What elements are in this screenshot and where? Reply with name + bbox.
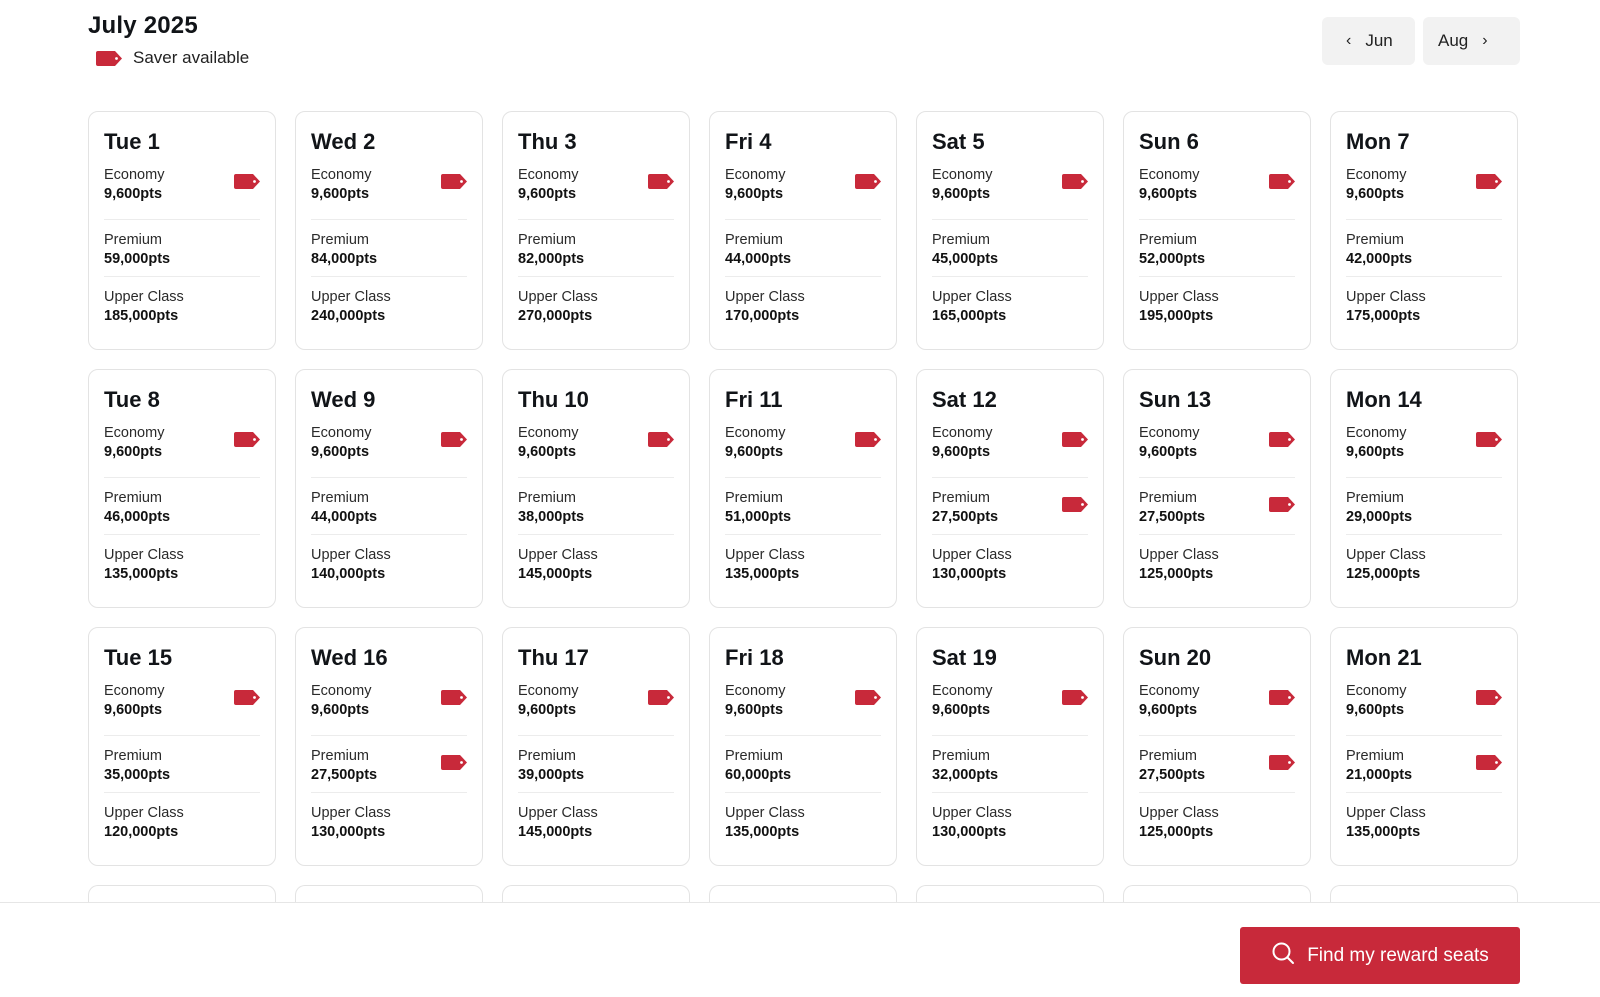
- fare-row: [1139, 277, 1295, 334]
- fare-points: 21,000pts: [1346, 767, 1413, 783]
- day-card[interactable]: [502, 369, 690, 608]
- fare-row: [104, 163, 260, 220]
- day-date: Tue 15: [104, 645, 173, 670]
- fare-class: Upper Class: [1139, 547, 1219, 563]
- day-date: Fri 11: [725, 387, 783, 412]
- day-card[interactable]: [1123, 111, 1311, 350]
- fare-points: 135,000pts: [725, 824, 800, 840]
- fare-row: [311, 736, 467, 793]
- fare-row: [725, 478, 881, 535]
- fare-class: Economy: [1139, 425, 1200, 441]
- fare-class: Premium: [725, 490, 784, 506]
- day-card[interactable]: [709, 111, 897, 350]
- fare-row: [932, 277, 1088, 334]
- fare-points: 9,600pts: [725, 186, 784, 202]
- fare-row: [311, 277, 467, 334]
- fare-class: Premium: [1139, 232, 1198, 248]
- fare-points: 9,600pts: [1346, 702, 1405, 718]
- fare-class: Upper Class: [1346, 289, 1426, 305]
- fare-points: 51,000pts: [725, 509, 792, 525]
- fare-points: 135,000pts: [1346, 824, 1421, 840]
- fare-points: 9,600pts: [518, 702, 577, 718]
- fare-row: [932, 793, 1088, 850]
- day-date: Sat 12: [932, 387, 997, 412]
- day-card[interactable]: [88, 111, 276, 350]
- saver-tag-icon: [648, 174, 674, 189]
- fare-points: 9,600pts: [104, 186, 163, 202]
- fare-class: Premium: [518, 748, 577, 764]
- fare-points: 270,000pts: [518, 308, 593, 324]
- fare-points: 9,600pts: [932, 702, 991, 718]
- fare-row: [104, 478, 260, 535]
- saver-tag-icon: [1269, 432, 1295, 447]
- day-date: Fri 4: [725, 129, 772, 154]
- fare-class: Economy: [104, 167, 165, 183]
- fare-row: [104, 421, 260, 478]
- saver-tag-icon: [1476, 755, 1502, 770]
- fare-row: [932, 478, 1088, 535]
- day-card[interactable]: [295, 111, 483, 350]
- saver-tag-icon: [1269, 497, 1295, 512]
- day-card[interactable]: [1330, 627, 1518, 866]
- fare-points: 145,000pts: [518, 824, 593, 840]
- fare-class: Upper Class: [1139, 805, 1219, 821]
- fare-row: [518, 793, 674, 850]
- month-nav: [1322, 17, 1520, 65]
- fare-points: 52,000pts: [1139, 251, 1206, 267]
- fare-class: Economy: [1139, 683, 1200, 699]
- fare-row: [1139, 478, 1295, 535]
- day-card[interactable]: [1123, 369, 1311, 608]
- fare-row: [518, 421, 674, 478]
- fare-class: Upper Class: [1346, 805, 1426, 821]
- fare-points: 9,600pts: [1346, 186, 1405, 202]
- fare-class: Upper Class: [725, 547, 805, 563]
- fare-row: [932, 535, 1088, 592]
- fare-points: 125,000pts: [1139, 824, 1214, 840]
- fare-class: Economy: [725, 683, 786, 699]
- day-date: Sat 19: [932, 645, 997, 670]
- saver-tag-icon: [1062, 432, 1088, 447]
- fare-points: 9,600pts: [311, 444, 370, 460]
- fare-class: Upper Class: [518, 289, 598, 305]
- saver-tag-icon: [855, 174, 881, 189]
- fare-class: Premium: [104, 748, 163, 764]
- fare-row: [1139, 679, 1295, 736]
- fare-points: 46,000pts: [104, 509, 171, 525]
- fare-points: 38,000pts: [518, 509, 585, 525]
- fare-points: 59,000pts: [104, 251, 171, 267]
- fare-points: 170,000pts: [725, 308, 800, 324]
- fare-points: 145,000pts: [518, 566, 593, 582]
- fare-row: [1346, 736, 1502, 793]
- fare-class: Premium: [104, 490, 163, 506]
- day-date: Mon 14: [1346, 387, 1422, 412]
- fare-points: 9,600pts: [311, 186, 370, 202]
- fare-row: [518, 679, 674, 736]
- fare-class: Premium: [932, 490, 991, 506]
- fare-row: [725, 736, 881, 793]
- day-date: Wed 9: [311, 387, 376, 412]
- saver-tag-icon: [441, 755, 467, 770]
- fare-class: Economy: [932, 167, 993, 183]
- fare-row: [1346, 478, 1502, 535]
- fare-class: Upper Class: [104, 289, 184, 305]
- fare-class: Economy: [1346, 167, 1407, 183]
- fare-points: 9,600pts: [104, 702, 163, 718]
- tag-icon: [96, 51, 122, 66]
- calendar-header: [88, 10, 1520, 80]
- find-reward-seats-label: Find my reward seats: [1307, 944, 1489, 966]
- fare-row: [1139, 793, 1295, 850]
- fare-row: [518, 736, 674, 793]
- day-grid: [88, 111, 1520, 866]
- fare-points: 82,000pts: [518, 251, 585, 267]
- fare-row: [1346, 535, 1502, 592]
- fare-row: [725, 421, 881, 478]
- day-card[interactable]: [295, 369, 483, 608]
- saver-tag-icon: [1062, 690, 1088, 705]
- saver-tag-icon: [1269, 690, 1295, 705]
- fare-class: Premium: [311, 232, 370, 248]
- fare-class: Upper Class: [725, 289, 805, 305]
- fare-class: Premium: [1346, 748, 1405, 764]
- fare-points: 9,600pts: [1139, 702, 1198, 718]
- saver-tag-icon: [234, 432, 260, 447]
- saver-tag-icon: [1476, 432, 1502, 447]
- day-card[interactable]: [88, 369, 276, 608]
- fare-row: [932, 679, 1088, 736]
- fare-class: Upper Class: [311, 805, 391, 821]
- fare-row: [311, 220, 467, 277]
- saver-tag-icon: [1269, 755, 1295, 770]
- fare-points: 165,000pts: [932, 308, 1007, 324]
- fare-class: Economy: [1346, 425, 1407, 441]
- fare-points: 9,600pts: [311, 702, 370, 718]
- fare-class: Premium: [311, 490, 370, 506]
- fare-class: Premium: [725, 232, 784, 248]
- fare-class: Economy: [518, 683, 579, 699]
- fare-class: Premium: [104, 232, 163, 248]
- day-date: Mon 21: [1346, 645, 1422, 670]
- fare-row: [311, 163, 467, 220]
- saver-tag-icon: [234, 690, 260, 705]
- fare-row: [932, 220, 1088, 277]
- saver-tag-icon: [1062, 497, 1088, 512]
- saver-tag-icon: [648, 690, 674, 705]
- fare-points: 27,500pts: [1139, 767, 1206, 783]
- fare-points: 35,000pts: [104, 767, 171, 783]
- fare-class: Upper Class: [104, 547, 184, 563]
- fare-class: Economy: [311, 683, 372, 699]
- fare-points: 125,000pts: [1346, 566, 1421, 582]
- saver-tag-icon: [234, 174, 260, 189]
- fare-row: [311, 478, 467, 535]
- fare-row: [725, 277, 881, 334]
- fare-class: Premium: [1346, 490, 1405, 506]
- fare-row: [311, 793, 467, 850]
- day-date: Sun 13: [1139, 387, 1212, 412]
- fare-row: [518, 535, 674, 592]
- day-card[interactable]: [502, 627, 690, 866]
- saver-tag-icon: [441, 174, 467, 189]
- legend-label: Saver available: [133, 48, 250, 67]
- fare-class: Economy: [311, 425, 372, 441]
- day-date: Sun 20: [1139, 645, 1212, 670]
- fare-class: Premium: [725, 748, 784, 764]
- fare-points: 9,600pts: [104, 444, 163, 460]
- prev-month-button[interactable]: [1322, 17, 1415, 65]
- day-card[interactable]: [1330, 369, 1518, 608]
- fare-row: [1346, 277, 1502, 334]
- fare-points: 130,000pts: [932, 566, 1007, 582]
- next-month-label: Aug: [1438, 31, 1469, 50]
- fare-points: 195,000pts: [1139, 308, 1214, 324]
- fare-points: 45,000pts: [932, 251, 999, 267]
- fare-points: 32,000pts: [932, 767, 999, 783]
- saver-tag-icon: [1476, 174, 1502, 189]
- day-date: Sat 5: [932, 129, 985, 154]
- day-date: Sun 6: [1139, 129, 1199, 154]
- day-card[interactable]: [1123, 627, 1311, 866]
- fare-row: [1346, 220, 1502, 277]
- fare-row: [932, 421, 1088, 478]
- chevron-right-icon: ›: [1482, 32, 1488, 49]
- fare-points: 27,500pts: [1139, 509, 1206, 525]
- fare-row: [104, 277, 260, 334]
- fare-row: [1139, 421, 1295, 478]
- fare-class: Upper Class: [518, 547, 598, 563]
- fare-row: [104, 220, 260, 277]
- fare-points: 9,600pts: [932, 186, 991, 202]
- day-card[interactable]: [88, 627, 276, 866]
- fare-class: Upper Class: [725, 805, 805, 821]
- fare-points: 120,000pts: [104, 824, 179, 840]
- fare-class: Upper Class: [518, 805, 598, 821]
- next-month-button[interactable]: [1423, 17, 1520, 65]
- chevron-left-icon: ‹: [1346, 32, 1352, 49]
- fare-class: Economy: [725, 425, 786, 441]
- day-card[interactable]: [709, 627, 897, 866]
- fare-points: 27,500pts: [932, 509, 999, 525]
- saver-legend: [96, 48, 249, 68]
- day-card[interactable]: [916, 111, 1104, 350]
- search-icon: [1271, 941, 1295, 971]
- fare-class: Economy: [932, 425, 993, 441]
- fare-row: [1346, 679, 1502, 736]
- day-date: Tue 1: [104, 129, 160, 154]
- fare-row: [518, 220, 674, 277]
- fare-points: 175,000pts: [1346, 308, 1421, 324]
- fare-row: [518, 163, 674, 220]
- fare-row: [1139, 220, 1295, 277]
- saver-tag-icon: [441, 432, 467, 447]
- fare-class: Economy: [518, 167, 579, 183]
- saver-tag-icon: [1476, 690, 1502, 705]
- fare-row: [932, 736, 1088, 793]
- fare-row: [104, 793, 260, 850]
- fare-class: Economy: [104, 425, 165, 441]
- fare-row: [1346, 421, 1502, 478]
- fare-row: [725, 679, 881, 736]
- fare-class: Premium: [518, 232, 577, 248]
- fare-row: [518, 277, 674, 334]
- fare-points: 27,500pts: [311, 767, 378, 783]
- fare-row: [104, 736, 260, 793]
- fare-row: [104, 535, 260, 592]
- saver-tag-icon: [648, 432, 674, 447]
- fare-points: 9,600pts: [932, 444, 991, 460]
- fare-class: Upper Class: [311, 289, 391, 305]
- fare-row: [311, 679, 467, 736]
- day-card[interactable]: [916, 369, 1104, 608]
- fare-class: Premium: [1139, 748, 1198, 764]
- fare-points: 240,000pts: [311, 308, 386, 324]
- day-date: Wed 16: [311, 645, 388, 670]
- fare-points: 84,000pts: [311, 251, 378, 267]
- fare-class: Upper Class: [932, 289, 1012, 305]
- fare-points: 44,000pts: [725, 251, 792, 267]
- fare-row: [932, 163, 1088, 220]
- fare-points: 130,000pts: [311, 824, 386, 840]
- fare-points: 60,000pts: [725, 767, 792, 783]
- fare-row: [311, 535, 467, 592]
- saver-tag-icon: [441, 690, 467, 705]
- fare-row: [1139, 736, 1295, 793]
- sticky-footer: [0, 902, 1600, 997]
- saver-tag-icon: [1269, 174, 1295, 189]
- day-card[interactable]: [502, 111, 690, 350]
- fare-class: Premium: [1346, 232, 1405, 248]
- day-date: Fri 18: [725, 645, 784, 670]
- fare-class: Economy: [104, 683, 165, 699]
- fare-points: 9,600pts: [1139, 186, 1198, 202]
- fare-row: [725, 793, 881, 850]
- fare-points: 185,000pts: [104, 308, 179, 324]
- day-date: Wed 2: [311, 129, 376, 154]
- fare-points: 9,600pts: [1346, 444, 1405, 460]
- day-date: Mon 7: [1346, 129, 1410, 154]
- fare-row: [1346, 163, 1502, 220]
- fare-class: Premium: [1139, 490, 1198, 506]
- fare-points: 9,600pts: [725, 702, 784, 718]
- fare-class: Upper Class: [311, 547, 391, 563]
- day-date: Tue 8: [104, 387, 160, 412]
- day-card[interactable]: [916, 627, 1104, 866]
- fare-points: 39,000pts: [518, 767, 585, 783]
- saver-tag-icon: [855, 432, 881, 447]
- day-card[interactable]: [709, 369, 897, 608]
- fare-class: Economy: [1139, 167, 1200, 183]
- fare-points: 135,000pts: [104, 566, 179, 582]
- fare-class: Premium: [932, 748, 991, 764]
- fare-row: [725, 220, 881, 277]
- fare-class: Economy: [518, 425, 579, 441]
- fare-class: Upper Class: [104, 805, 184, 821]
- fare-row: [725, 163, 881, 220]
- fare-class: Upper Class: [932, 805, 1012, 821]
- find-reward-seats-button[interactable]: [1240, 927, 1520, 984]
- fare-row: [1139, 163, 1295, 220]
- day-card[interactable]: [1330, 111, 1518, 350]
- fare-row: [104, 679, 260, 736]
- fare-points: 44,000pts: [311, 509, 378, 525]
- fare-points: 140,000pts: [311, 566, 386, 582]
- fare-class: Upper Class: [1346, 547, 1426, 563]
- fare-points: 135,000pts: [725, 566, 800, 582]
- fare-points: 9,600pts: [518, 444, 577, 460]
- fare-points: 9,600pts: [518, 186, 577, 202]
- fare-row: [1346, 793, 1502, 850]
- fare-class: Upper Class: [932, 547, 1012, 563]
- fare-row: [518, 478, 674, 535]
- fare-class: Premium: [518, 490, 577, 506]
- fare-class: Premium: [311, 748, 370, 764]
- fare-row: [311, 421, 467, 478]
- fare-points: 125,000pts: [1139, 566, 1214, 582]
- fare-row: [725, 535, 881, 592]
- saver-tag-icon: [1062, 174, 1088, 189]
- fare-class: Economy: [725, 167, 786, 183]
- fare-class: Economy: [932, 683, 993, 699]
- fare-points: 42,000pts: [1346, 251, 1413, 267]
- fare-class: Upper Class: [1139, 289, 1219, 305]
- fare-points: 130,000pts: [932, 824, 1007, 840]
- fare-class: Premium: [932, 232, 991, 248]
- day-card[interactable]: [295, 627, 483, 866]
- fare-row: [1139, 535, 1295, 592]
- fare-class: Economy: [311, 167, 372, 183]
- fare-points: 9,600pts: [1139, 444, 1198, 460]
- day-date: Thu 17: [518, 645, 589, 670]
- month-title: July 2025: [88, 12, 198, 39]
- fare-points: 9,600pts: [725, 444, 784, 460]
- day-date: Thu 3: [518, 129, 577, 154]
- saver-tag-icon: [855, 690, 881, 705]
- prev-month-label: Jun: [1365, 31, 1393, 50]
- fare-points: 29,000pts: [1346, 509, 1413, 525]
- day-date: Thu 10: [518, 387, 589, 412]
- fare-class: Economy: [1346, 683, 1407, 699]
